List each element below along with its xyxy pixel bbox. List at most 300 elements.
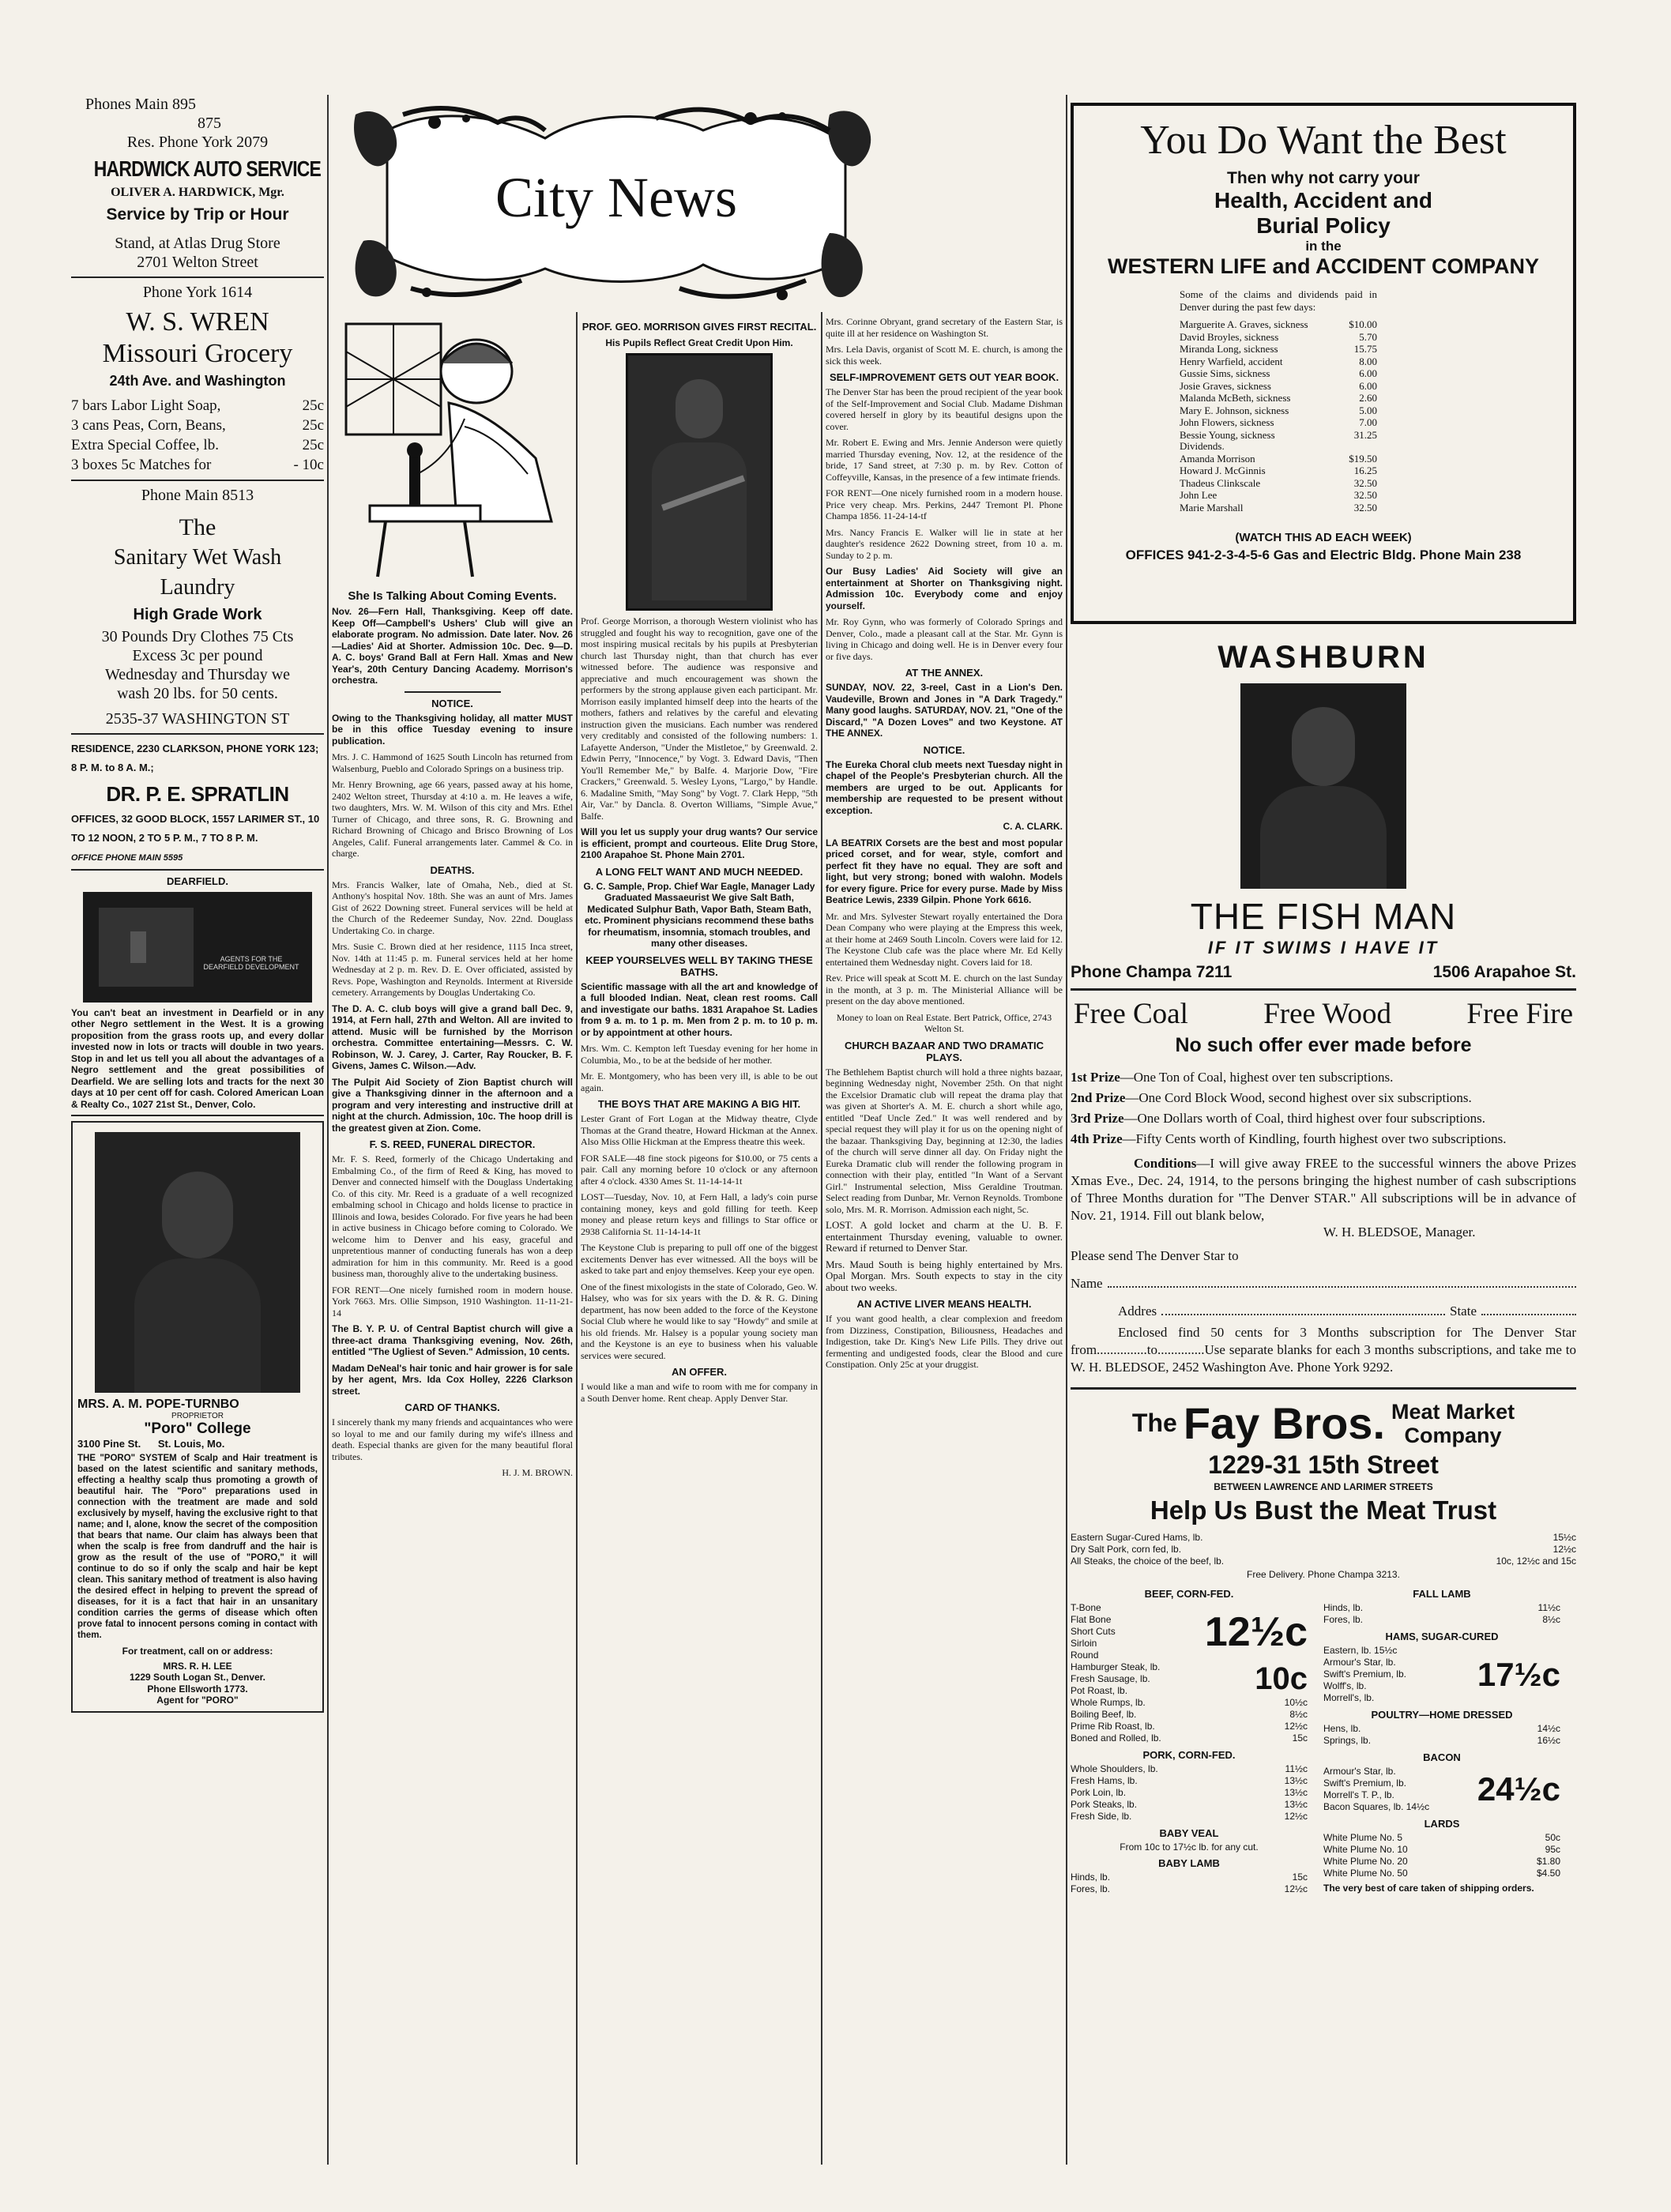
beef-item: Round xyxy=(1071,1650,1099,1661)
poultry-heading: POULTRY—HOME DRESSED xyxy=(1371,1709,1513,1721)
fay-header xyxy=(1071,1398,1576,1449)
signature: W. H. BLEDSOE, Manager. xyxy=(1323,1224,1476,1240)
fall-lamb-price-row-price: 8½c xyxy=(1542,1614,1560,1625)
dividend-row xyxy=(1180,502,1377,514)
gynn: Mr. Roy Gynn, who was formerly of Colorado Springs and Denver, Colo., made a pleasant call at the Star. Mr. Gynn is living in Chicago and doing well. He is in Denver every four or five days. xyxy=(826,616,1063,662)
lards-heading: LARDS xyxy=(1424,1818,1460,1830)
claim-row xyxy=(1180,404,1377,417)
claim-row xyxy=(1180,318,1377,331)
column-city-news-1 xyxy=(332,316,573,1484)
the: The xyxy=(179,514,216,540)
fall-lamb-price-row xyxy=(1323,1602,1560,1614)
top-price-row xyxy=(1071,1532,1576,1544)
pork-price-row-item: Fresh Hams, lb. xyxy=(1071,1775,1138,1786)
grocery-item-item: Extra Special Coffee, lb. xyxy=(71,437,219,453)
hardwick-ad xyxy=(71,95,324,272)
grocery-item-price: 25c xyxy=(302,397,324,414)
prize-text: —Fifty Cents worth of Kindling, fourth highest over two subscriptions. xyxy=(1122,1131,1507,1146)
service: Service by Trip or Hour xyxy=(106,205,289,224)
pulpit-aid: The Pulpit Aid Society of Zion Baptist church will give a Thanksgiving dinner in the afternoon and a program and very interesting and instructive drill at night at the church. Admission, 10c. The hoop drill is the greatest given at Zion. Come. xyxy=(332,1076,573,1134)
line5: 30 Pounds Dry Clothes 75 Cts xyxy=(101,628,294,645)
claim-row-item: Mary E. Johnson, sickness xyxy=(1180,404,1289,416)
lard-price-row-item: White Plume No. 50 xyxy=(1323,1868,1408,1879)
annex-heading: AT THE ANNEX. xyxy=(905,667,984,679)
column-city-news-2 xyxy=(581,316,818,1409)
wren-name: W. S. WREN xyxy=(126,307,269,337)
dividend-row-price: $19.50 xyxy=(1349,452,1377,465)
grocery-price-list xyxy=(71,396,324,475)
line2: Health, Accident and xyxy=(1214,188,1432,213)
insurance-ad xyxy=(1071,103,1576,624)
phone: Phone Main 8513 xyxy=(141,487,254,504)
insurance-title: You Do Want the Best xyxy=(1140,118,1507,163)
notice-signature: C. A. CLARK. xyxy=(1003,821,1063,832)
washburn-ad xyxy=(1071,640,1576,991)
pork-heading: PORK, CORN-FED. xyxy=(1142,1749,1236,1761)
walker: Mrs. Nancy Francis E. Walker will lie in state at her daughter's residence 2622 Downing street, from 10 a. m. Sunday to 2 p. m. xyxy=(826,526,1063,561)
grocery-item-item: 3 cans Peas, Corn, Beans, xyxy=(71,417,226,434)
prize-item xyxy=(1071,1068,1576,1087)
massage: Scientific massage with all the art and knowledge of a full blooded Indian. Neat, clean rest rooms. Call and investigate our baths. 1831 Arapahoe St. Ladies from 9 a. m. to 1 p. m. Men from 2 p. m. to 10 p. m. or by appointment at other hours. xyxy=(581,980,818,1038)
claim-row xyxy=(1180,392,1377,404)
divider xyxy=(71,1115,324,1116)
beef-price-row-price: 8½c xyxy=(1289,1709,1308,1720)
self-heading: SELF-IMPROVEMENT GETS OUT YEAR BOOK. xyxy=(829,371,1059,383)
agent-name: MRS. R. H. LEE xyxy=(163,1660,232,1672)
ham-item: Morrell's, lb. xyxy=(1323,1692,1375,1703)
reed: Mr. F. S. Reed, formerly of the Chicago Undertaking and Embalming Co., of the firm of Reed & King, has moved to Denver and connected himself with the Douglass Undertaking Co. of this city. Mr. Reed is a graduate of a well recognized embalming school in Chicago and holds license to practice in Illinois and Iowa, besides Colorado. For five years he had been in active business in Chicago before coming to Colorado. We welcome him to Denver and his easy, graceful and unpretentious manner of conducting funerals has won a deep admiration for him in this community. Mr. Reed is a good business man, thoroughly alive to the undertaking business. xyxy=(332,1153,573,1279)
address-blank[interactable] xyxy=(1161,1303,1445,1315)
lamb-price-row-price: 12½c xyxy=(1284,1883,1308,1894)
poultry-price-row-item: Springs, lb. xyxy=(1323,1735,1372,1746)
lard-price-row-item: White Plume No. 10 xyxy=(1323,1844,1408,1855)
dearfield-ad xyxy=(71,875,324,1111)
fall-lamb-price-row-price: 11½c xyxy=(1537,1602,1560,1613)
rent: FOR RENT—One nicely furnished room in a modern house. Price very cheap. Mrs. Perkins, 2447 Tremont Pl. Phone Champa 1856. 11-24-14-tf xyxy=(826,487,1063,521)
column-city-news-3 xyxy=(826,316,1063,1375)
claim-row-price: $10.00 xyxy=(1349,318,1377,330)
contest-title xyxy=(1074,997,1573,1031)
pork-price-row-item: Pork Steaks, lb. xyxy=(1071,1799,1138,1810)
veal-heading: BABY VEAL xyxy=(1159,1827,1219,1839)
dividend-row-item: John Lee xyxy=(1180,489,1217,501)
agent-for: Agent for "PORO" xyxy=(156,1695,239,1706)
claims-list xyxy=(1180,288,1377,514)
claim-row-item: Malanda McBeth, sickness xyxy=(1180,392,1291,404)
column-rule xyxy=(576,312,578,2165)
claim-row xyxy=(1180,380,1377,393)
lard-price-row xyxy=(1323,1832,1560,1844)
dividend-row-item: Marie Marshall xyxy=(1180,501,1244,514)
manager: OLIVER A. HARDWICK, Mgr. xyxy=(111,186,284,199)
line7: Wednesday and Thursday we xyxy=(104,666,291,683)
bacon-item: Armour's Star, lb. xyxy=(1323,1766,1396,1777)
column-ads-right xyxy=(1071,103,1576,1899)
dividend-row-item: Howard J. McGinnis xyxy=(1180,465,1266,476)
enclosed: Enclosed find 50 cents for 3 Months subscription for The Denver Star from...............to..............Use separate blanks for each 3 months subscriptions, and take me to W. H. BLEDSOE, 2452 Washington Ave. Phone York 9292. xyxy=(1071,1325,1576,1375)
pork-price-row xyxy=(1071,1811,1308,1823)
poultry-price-row-price: 16½c xyxy=(1537,1735,1560,1746)
dividend-row xyxy=(1180,477,1377,490)
ham-item: Armour's Star, lb. xyxy=(1323,1657,1396,1668)
prize-text: —One Dollars worth of Coal, third highest over four subscriptions. xyxy=(1123,1111,1486,1126)
pork-price-row-item: Pork Loin, lb. xyxy=(1071,1787,1127,1798)
ewing: Mr. Robert E. Ewing and Mrs. Jennie Anderson were quietly married Thursday evening, Nov. 12, at the residence of the bride, 17 Sand street, at 7:30 p. m. by Rev. Cotton of Coffeyville, Kansas, in the presence of a few intimate friends. xyxy=(826,437,1063,483)
watch-note: (WATCH THIS AD EACH WEEK) xyxy=(1235,531,1412,544)
bazaar: The Bethlehem Baptist church will hold a three nights bazaar, beginning Wednesday night, November 25th. On that night the Excelsior Dramatic club will repeat the drama play that was given at Shorter's A. M. E. church a short while ago, entitled "Deaf Uncle Zed." It was well rendered and by special request they will play it for us on the opening night of the bazaar. Thanksgiving Day, beginning at 12:30, the ladies of the church will serve dinner all day. On Friday night the Eureka Dramatic club will render the following program in connection with their play, entitled "In Want of a Servant Girl." Instrumental selection, Miss Geraldine Troutman. Select reading from Dunbar, Mr. Vernon Reynolds. Trombone solo, Mrs. M. R. Morrison. Admission each night, 5c. xyxy=(826,1066,1063,1215)
divider xyxy=(71,276,324,278)
lamb-price-row xyxy=(1071,1883,1308,1895)
beef-item: Fresh Sausage, lb. xyxy=(1071,1673,1150,1684)
grocery-item-price: - 10c xyxy=(293,457,324,473)
offices: OFFICES, 32 GOOD BLOCK, 1557 LARIMER ST., 10 TO 12 NOON, 2 TO 5 P. M., 7 TO 8 P. M. xyxy=(71,813,320,844)
beef-item: T-Bone xyxy=(1071,1602,1101,1613)
claim-row xyxy=(1180,367,1377,380)
poultry-price-row xyxy=(1323,1723,1560,1735)
wren-ad xyxy=(71,283,324,475)
liver: If you want good health, a clear complexion and freedom from Dizziness, Constipation, Biliousness, Headaches and Indigestion, take Dr. King's New Life Pills. They drive out fermenting and undigested foods, clear the Blood and cure Constipation. Only 25c at your druggist. xyxy=(826,1313,1063,1370)
notice-heading: NOTICE. xyxy=(923,743,965,756)
recital-body: Prof. George Morrison, a thorough Western violinist who has struggled and fought his way to recognition, gave one of the most inspiring musical recitals by his pupils at Presbyterian church last Thursday night, than that church has ever witnessed before. The audience was responsive and appreciative and much encouragement was shown the performers by the strong applause given each participant. Mr. Morrison easily implanted himself deep into the hearts of the mothers, fathers and relatives by the careful and elevating instruction given the musicians. Each number was rendered very creditably and consisted of the following numbers: 1. Lafayette Anderson, "Under the Mistletoe," by Greenwald. 2. Edwin Perry, "Innocence," by Vogt. 3. Edward Davis, "Then You'll Remember Me," by Balfe. 4. Marjorie Dow, "Fire Crackers," Greenwald. 5. Wesley Lyons, "Largo," by Handle. 6. Madaline Smith, "May Song" by Vogt. 7. Clark Hepp, "5th Air, Var." by Dancla. 8. Overton Williams, "Simple Avue," Balfe. xyxy=(581,615,818,822)
price-big-1: 12½c xyxy=(1204,1608,1308,1655)
hams-group xyxy=(1323,1645,1560,1704)
money-loan: Money to loan on Real Estate. Bert Patrick, Office, 2743 Welton St. xyxy=(836,1011,1052,1034)
beef-item: Pot Roast, lb. xyxy=(1071,1685,1128,1696)
photo-caption: AGENTS FOR THE DEARFIELD DEVELOPMENT xyxy=(203,954,299,971)
line1: Then why not carry your xyxy=(1227,169,1420,187)
beef-price-row xyxy=(1071,1732,1308,1744)
top-price-row-item: Dry Salt Pork, corn fed, lb. xyxy=(1071,1544,1182,1555)
beef-heading: BEEF, CORN-FED. xyxy=(1144,1588,1234,1600)
pork-price-row xyxy=(1071,1787,1308,1799)
doctor-name: DR. P. E. SPRATLIN xyxy=(106,782,289,806)
dividend-row-price: 32.50 xyxy=(1353,501,1377,514)
top-price-list xyxy=(1071,1532,1576,1567)
bacon-item: Swift's Premium, lb. xyxy=(1323,1778,1406,1789)
recital-subheading: His Pupils Reflect Great Credit Upon Him. xyxy=(605,337,793,348)
fay-slogan: Help Us Bust the Meat Trust xyxy=(1150,1495,1497,1525)
maud-south: Mrs. Maud South is being highly entertained by Mrs. Opal Morgan. Mrs. South expects to stay in the city about two weeks. xyxy=(826,1258,1063,1293)
lamb-price-row-item: Hinds, lb. xyxy=(1071,1872,1111,1883)
line6: Excess 3c per pound xyxy=(132,647,263,664)
pork-price-row xyxy=(1071,1799,1308,1811)
city-news-masthead xyxy=(340,99,1051,312)
claim-row-price: 31.25 xyxy=(1353,428,1377,441)
location: 24th Ave. and Washington xyxy=(109,373,286,389)
conditions-label: Conditions xyxy=(1134,1156,1197,1171)
obryant: Mrs. Corinne Obryant, grand secretary of the Eastern Star, is quite ill at her residence on Washington St. xyxy=(826,316,1063,339)
deneal: Madam DeNeal's hair tonic and hair grower is for sale by her agent, Mrs. Ida Cox Holley, 2226 Clarkson street. xyxy=(332,1362,573,1397)
bacon-heading: BACON xyxy=(1423,1751,1461,1763)
prize-label: 3rd Prize xyxy=(1071,1111,1124,1126)
conditions-text: —I will give away FREE to the successful winners the above Prizes Xmas Eve., Dec. 24, 1914, to the persons bringing the highest number of cash subscriptions of Three Months duration for "The Denver STAR." All subscriptions will be in advance of Nov. 21, 1914. Fill out blank below, xyxy=(1071,1156,1576,1223)
claim-row-price: 7.00 xyxy=(1359,416,1377,428)
lost-locket: LOST. A gold locket and charm at the U. B. F. entertainment Thursday evening, valuable to owner. Reward if returned to Denver Star. xyxy=(826,1219,1063,1254)
prize-item xyxy=(1071,1089,1576,1108)
name-blank[interactable] xyxy=(1108,1275,1576,1288)
notice: Owing to the Thanksgiving holiday, all matter MUST be in this office Tuesday evening to insure publication. xyxy=(332,712,573,747)
events: Nov. 26—Fern Hall, Thanksgiving. Keep off date. Keep Off—Campbell's Ushers' Club will give an elaborate program. No admission. Date later. Nov. 26—Ladies' Aid at Shorter. Admission 10c. Dec. 9—D. A. C. boys' Grand Ball at Fern Hall. Xmas and New Year's, 20th Century Dancing Academy. Morrison's orchestra. xyxy=(332,606,573,686)
beef-price-row xyxy=(1071,1721,1308,1732)
beef-price-row xyxy=(1071,1709,1308,1721)
meat-market: Meat Market xyxy=(1391,1399,1515,1424)
proprietor-label: PROPRIETOR xyxy=(171,1412,224,1420)
title-fire: Free Fire xyxy=(1466,998,1573,1030)
pork-price-row-price: 13½c xyxy=(1284,1787,1308,1798)
conditions xyxy=(1071,1155,1576,1224)
column-rule xyxy=(821,312,822,2165)
poultry-price-row xyxy=(1323,1735,1560,1747)
fay-address: 1229-31 15th Street xyxy=(1208,1450,1439,1479)
name-field[interactable] xyxy=(1071,1275,1576,1292)
dividend-row-price: 16.25 xyxy=(1353,465,1377,476)
notice-heading: NOTICE. xyxy=(431,697,473,709)
between: BETWEEN LAWRENCE AND LARIMER STREETS xyxy=(1214,1481,1433,1492)
grocery-item-item: 7 bars Labor Light Soap, xyxy=(71,397,221,414)
events-heading: She Is Talking About Coming Events. xyxy=(348,589,557,603)
dividend-row-item: Amanda Morrison xyxy=(1180,452,1255,465)
kempton: Mrs. Wm. C. Kempton left Tuesday evening for her home in Columbia, Mo., to be at the bedside of her mother. xyxy=(581,1043,818,1066)
dividend-row xyxy=(1180,465,1377,477)
heading: DEARFIELD. xyxy=(167,875,228,887)
deaths-heading: DEATHS. xyxy=(430,863,475,876)
send-to: Please send The Denver Star to xyxy=(1071,1248,1239,1263)
fall-lamb-price-row-item: Fores, lb. xyxy=(1323,1614,1364,1625)
laundry-ad xyxy=(71,486,324,728)
dividend-row-price: 32.50 xyxy=(1353,489,1377,501)
claim-row-item: Miranda Long, sickness xyxy=(1180,343,1278,355)
montgomery: Mr. E. Montgomery, who has been very ill, is able to be out again. xyxy=(581,1070,818,1093)
lard-price-row-item: White Plume No. 5 xyxy=(1323,1832,1403,1843)
claim-row xyxy=(1180,356,1377,368)
top-price-row-price: 12½c xyxy=(1552,1544,1576,1555)
lard-price-row-price: 50c xyxy=(1545,1832,1560,1843)
dividend-row-item: Thadeus Clinkscale xyxy=(1180,476,1261,489)
address: 2701 Welton Street xyxy=(137,254,258,271)
column-rule xyxy=(1066,95,1067,2165)
beef-price-row-item: Prime Rib Roast, lb. xyxy=(1071,1721,1155,1732)
fall-lamb-price-row xyxy=(1323,1614,1560,1626)
phone: Phone York 1614 xyxy=(142,284,253,301)
column-rule xyxy=(327,95,329,2165)
claim-row xyxy=(1180,331,1377,344)
stand: Stand, at Atlas Drug Store xyxy=(115,235,280,252)
fall-heading: FALL LAMB xyxy=(1413,1588,1471,1600)
lard-price-row-price: $1.80 xyxy=(1536,1856,1560,1867)
dearfield-photo xyxy=(83,892,312,1003)
corsets: LA BEATRIX Corsets are the best and most popular priced corset, and for wear, style, comfort and perfect fit they have no equal. They are soft and light, but very strong; boned with walohn. Models for every figure. Price for every purse. Made by Miss Beatrice Lewis, 2339 Gilpin. Phone York 6616. xyxy=(826,837,1063,905)
beef-price-row-price: 10½c xyxy=(1284,1697,1308,1708)
top-price-row-item: All Steaks, the choice of the beef, lb. xyxy=(1071,1556,1225,1567)
meat-columns xyxy=(1071,1583,1576,1899)
claim-row-item: Gussie Sims, sickness xyxy=(1180,367,1270,379)
lard-price-row xyxy=(1323,1844,1560,1856)
want-heading: A LONG FELT WANT AND MUCH NEEDED. xyxy=(595,865,804,878)
claim-row-item: Marguerite A. Graves, sickness xyxy=(1180,318,1308,330)
elite-drug: Will you let us supply your drug wants? Our service is efficient, prompt and courteous. Elite Drug Store, 2100 Arapahoe St. Phone Main 2701. xyxy=(581,826,818,860)
poro-ad xyxy=(71,1121,324,1713)
fay-name: Fay Bros. xyxy=(1183,1398,1386,1448)
contact: For treatment, call on or address: xyxy=(122,1646,273,1657)
washburn-name: WASHBURN xyxy=(1217,640,1429,675)
company-word: Company xyxy=(1404,1423,1502,1447)
well-heading: KEEP YOURSELVES WELL BY TAKING THESE BATHS. xyxy=(585,954,813,978)
for-rent: FOR RENT—One nicely furnished room in modern house. York 7663. Mrs. Ollie Simpson, 1910 Washington. 11-11-21-14 xyxy=(332,1284,573,1319)
prize-item xyxy=(1071,1130,1576,1149)
poultry-price-row-price: 14½c xyxy=(1537,1723,1560,1734)
phone: Phone Champa 7211 xyxy=(1071,963,1233,981)
claims-intro: Some of the claims and dividends paid in Denver during the past few days: xyxy=(1180,288,1377,313)
grocery-item-item: 3 boxes 5c Matches for xyxy=(71,457,212,473)
top-price-row-price: 10c, 12½c and 15c xyxy=(1496,1556,1576,1567)
address: 2535-37 WASHINGTON ST xyxy=(105,710,290,728)
prize-list xyxy=(1071,1068,1576,1149)
price-big-3: 17½c xyxy=(1477,1655,1560,1693)
beef-price-row xyxy=(1071,1697,1308,1709)
pork-price-row-price: 13½c xyxy=(1284,1775,1308,1786)
reed-heading: F. S. REED, FUNERAL DIRECTOR. xyxy=(369,1138,536,1150)
meat-col-left xyxy=(1071,1583,1308,1899)
halsey: One of the finest mixologists in the state of Colorado, Geo. W. Halsey, who was for six years with the D. & R. G. Dining department, has now been added to the force of the Keystone Social Club where he would like to say "Howdy" and smile at his old friends. Mr. Halsey is a popular young society man and the Keystone is an eye to business when his valuable services were secured. xyxy=(581,1281,818,1361)
ham-item: Swift's Premium, lb. xyxy=(1323,1668,1406,1680)
thanks-heading: CARD OF THANKS. xyxy=(405,1401,500,1413)
annex: SUNDAY, NOV. 22, 3-reel, Cast in a Lion's Den. Vaudeville, Brown and Jones in "A Dark Tragedy." Many good laughs. SATURDAY, NOV. 21, "One of the Discard," "A Dozen Loves" and two Keystone. AT THE ANNEX. xyxy=(826,682,1063,739)
morrison-portrait xyxy=(626,353,773,611)
dac-ball: The D. A. C. club boys will give a grand ball Dec. 9, 1914, at Fern hall, 27th and Welton. All are invited to attend. Music will be furnished by the Morrison orchestra. Committee entertaining—Messrs. C. W. Robinson, W. J. Carey, J. Carter, Ray Roucker, B. F. Givens, James C. Wilson.—Adv. xyxy=(332,1003,573,1071)
busy-ladies: Our Busy Ladies' Aid Society will give an entertainment at Shorter on Thanksgiving night. Admission 10c. Everybody come and enjoy yourself. xyxy=(826,566,1063,611)
state-blank[interactable] xyxy=(1481,1303,1576,1315)
offer-heading: AN OFFER. xyxy=(671,1366,728,1378)
beef-price-row-price: 12½c xyxy=(1284,1721,1308,1732)
claim-row-price: 6.00 xyxy=(1359,367,1377,379)
recital-heading: PROF. GEO. MORRISON GIVES FIRST RECITAL. xyxy=(581,321,817,333)
dividend-row-price: 32.50 xyxy=(1353,476,1377,489)
death-walker: Mrs. Francis Walker, late of Omaha, Neb., died at St. Anthony's hospital Nov. 18th. She was an aunt of Mrs. James Gist of 2622 Downing street. Funeral services will be held at the Church of the Redeemer Sunday, Nov. 22nd. Douglass Undertaking Co. in charge. xyxy=(332,878,573,936)
claim-row-price: 15.75 xyxy=(1353,343,1377,355)
washburn-portrait xyxy=(1240,683,1406,889)
prize-label: 2nd Prize xyxy=(1071,1090,1126,1105)
high-grade: High Grade Work xyxy=(133,606,262,623)
laundry-word: Laundry xyxy=(160,575,235,600)
beef-item: Flat Bone xyxy=(1071,1614,1112,1625)
prize-text: —One Ton of Coal, highest over ten subscriptions. xyxy=(1120,1070,1394,1085)
title-coal: Free Coal xyxy=(1074,998,1188,1030)
phones: Phones Main 895 xyxy=(85,96,196,113)
slogan: IF IT SWIMS I HAVE IT xyxy=(1207,938,1440,957)
store-name: Missouri Grocery xyxy=(102,339,293,368)
fay-bros-ad xyxy=(1071,1398,1576,1899)
column-ads-left xyxy=(71,95,324,1713)
lamb-heading: BABY LAMB xyxy=(1158,1857,1220,1869)
fish-man: THE FISH MAN xyxy=(1190,896,1457,937)
grocery-item-price: 25c xyxy=(302,417,324,434)
beef-price-row-item: Whole Rumps, lb. xyxy=(1071,1697,1146,1708)
proprietor-name: MRS. A. M. POPE-TURNBO xyxy=(77,1398,239,1411)
claim-row-item: David Broyles, sickness xyxy=(1180,330,1279,343)
dividend-row xyxy=(1180,489,1377,502)
meat-company xyxy=(1391,1400,1515,1447)
lard-price-row-item: White Plume No. 20 xyxy=(1323,1856,1408,1867)
beef-item: Hamburger Steak, lb. xyxy=(1071,1661,1161,1672)
pork-price-row-item: Whole Shoulders, lb. xyxy=(1071,1763,1158,1774)
woman-telephone-illustration xyxy=(338,316,567,585)
portrait-photo xyxy=(95,1132,300,1393)
residence: RESIDENCE, 2230 CLARKSON, PHONE YORK 123; 8 P. M. to 8 A. M.; xyxy=(71,743,319,773)
bacon-item: Bacon Squares, lb. 14½c xyxy=(1323,1801,1430,1812)
poultry-price-row-item: Hens, lb. xyxy=(1323,1723,1361,1734)
prize-label: 1st Prize xyxy=(1071,1070,1120,1085)
section-title: City News xyxy=(495,166,737,229)
lamb-price-row-item: Fores, lb. xyxy=(1071,1883,1111,1894)
beef-price-row-item: Boiling Beef, lb. xyxy=(1071,1709,1137,1720)
meat-col-right xyxy=(1323,1583,1560,1899)
claim-row-price: 5.70 xyxy=(1359,330,1377,343)
contest-sub: No such offer ever made before xyxy=(1175,1034,1472,1056)
pork-price-row xyxy=(1071,1763,1308,1775)
body: THE "PORO" SYSTEM of Scalp and Hair treatment is based on the latest scientific and sanitary methods, effecting a healthy scalp thus promoting a growth of beautiful hair. The "Poro" preparations used in connection with the treatment are made and sold exclusively by myself, having the exclusive right to that name; and I, alone, know the secret of the composition that bears that name. Our claim has always been that when the scalp is free from dandruff and the hair is grow as the result of the use of "PORO," it will continue to do so if only the scalp and hair be kept clean. This sanitary method of treatment is also having the desired effect in helping to prevent the spread of diseases, for it is a fact that hair in an unsanitary condition carries the germs of disease which often prove fatal to innocent persons coming in contact with them. xyxy=(77,1454,318,1640)
price-big-4: 24½c xyxy=(1477,1770,1560,1808)
beef-price-row-price: 15c xyxy=(1292,1732,1308,1744)
grocery-item xyxy=(71,396,324,416)
divider xyxy=(405,691,501,693)
claim-row-price: 2.60 xyxy=(1359,392,1377,404)
bacon-item: Morrell's T. P., lb. xyxy=(1323,1789,1394,1800)
lard-price-row xyxy=(1323,1868,1560,1879)
pork-price-row-price: 12½c xyxy=(1284,1811,1308,1822)
line3: Burial Policy xyxy=(1256,213,1391,238)
claim-row-item: John Flowers, sickness xyxy=(1180,416,1274,428)
beef-price-row-item: Boned and Rolled, lb. xyxy=(1071,1732,1161,1744)
claim-row-price: 6.00 xyxy=(1359,379,1377,392)
agent-address: 1229 South Logan St., Denver. xyxy=(129,1672,266,1683)
address-field[interactable] xyxy=(1118,1303,1576,1319)
dividend-row xyxy=(1180,453,1377,465)
lamb-price-row xyxy=(1071,1872,1308,1883)
free-coal-contest xyxy=(1071,997,1576,1390)
line4: in the xyxy=(1305,239,1342,254)
eureka-notice: The Eureka Choral club meets next Tuesday night in chapel of the People's Presbyterian church. All the members are urged to be out. Applicants for membership are requested to be present without exception. xyxy=(826,758,1063,816)
lard-price-row-price: 95c xyxy=(1545,1844,1560,1855)
delivery: Free Delivery. Phone Champa 3213. xyxy=(1247,1569,1400,1580)
fall-lamb-price-row-item: Hinds, lb. xyxy=(1323,1602,1364,1613)
prize-text: —One Cord Block Wood, second highest over six subscriptions. xyxy=(1125,1090,1472,1105)
divider xyxy=(71,733,324,735)
ham-item: Wolff's, lb. xyxy=(1323,1680,1367,1691)
pork-price-row-price: 11½c xyxy=(1285,1763,1308,1774)
top-price-row-price: 15½c xyxy=(1552,1532,1576,1543)
office-phone: OFFICE PHONE MAIN 5595 xyxy=(71,853,183,863)
contact-row xyxy=(1071,963,1576,982)
grocery-item-price: 25c xyxy=(302,437,324,453)
claim-row-item: Bessie Young, sickness xyxy=(1180,428,1275,441)
hams-heading: HAMS, SUGAR-CURED xyxy=(1385,1631,1499,1642)
line8: wash 20 lbs. for 50 cents. xyxy=(117,685,278,702)
price-big-2: 10c xyxy=(1255,1661,1308,1696)
pigeons: FOR SALE—48 fine stock pigeons for $10.00, or 75 cents a pair. Call any morning before 10 o'clock or any afternoon after 4 o'clock. 4330 Ames St. 11-14-14-1t xyxy=(581,1152,818,1187)
bypu: The B. Y. P. U. of Central Baptist church will give a three-act drama Thanksgiving evening, Nov. 26th, entitled "The Ugliest of Seven." Admission, 10 cents. xyxy=(332,1323,573,1357)
boys-heading: THE BOYS THAT ARE MAKING A BIG HIT. xyxy=(597,1098,801,1110)
rev-price: Rev. Price will speak at Scott M. E. church on the last Sunday in the month, at 3 p. m. The Ministerial Alliance will be present on the day above mentioned. xyxy=(826,972,1063,1006)
claim-row xyxy=(1180,416,1377,429)
laundry-name: Sanitary Wet Wash xyxy=(113,545,282,570)
lost-purse: LOST—Tuesday, Nov. 10, at Fern Hall, a lady's coin purse containing money, keys and gold filling for teeth. Keep money and please return keys and fillings to Star office or 2938 California St. 11-14-14-1t xyxy=(581,1191,818,1237)
business-name: HARDWICK AUTO SERVICE xyxy=(93,156,322,181)
lard-price-row xyxy=(1323,1856,1560,1868)
boys: Lester Grant of Fort Logan at the Midway theatre, Clyde Thomas at the Grand theatre, Howard Hickman at the Annex. Also Miss Ollie Hickman at the Empress theatre this week. xyxy=(581,1113,818,1147)
bacon-group xyxy=(1323,1766,1560,1813)
prize-label: 4th Prize xyxy=(1071,1131,1123,1146)
beef-group-a xyxy=(1071,1602,1308,1661)
